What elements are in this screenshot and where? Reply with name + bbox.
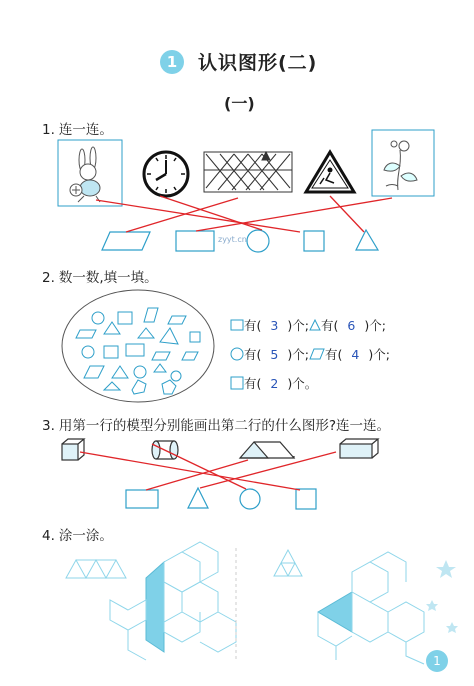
q3-square xyxy=(296,489,316,509)
cuboid-model xyxy=(340,439,378,458)
q1-triangle xyxy=(356,230,378,250)
clock-picture xyxy=(144,152,188,196)
tiling-right xyxy=(274,550,424,664)
question-4-number: 4. xyxy=(42,528,55,544)
q3-triangle xyxy=(188,488,208,508)
count-label: )个; xyxy=(287,318,309,333)
q1-square xyxy=(304,231,324,251)
question-3-prompt: 用第一行的模型分别能画出第二行的什么图形?连一连。 xyxy=(58,418,391,434)
rabbit-picture xyxy=(70,147,100,202)
tiling-left xyxy=(66,542,236,660)
q1-circle xyxy=(247,230,269,252)
count-label: 有( xyxy=(244,318,262,333)
question-2-number: 2. xyxy=(42,270,55,286)
question-4-prompt: 涂一涂。 xyxy=(58,528,113,544)
rectangle-icon xyxy=(230,376,244,390)
triangle-icon xyxy=(309,319,321,331)
count-answer: 5 xyxy=(270,346,279,362)
count-answers xyxy=(230,316,390,392)
warning-sign-picture xyxy=(306,152,354,192)
fence-picture xyxy=(204,152,292,192)
count-answer: 4 xyxy=(351,346,360,362)
count-label: 有( xyxy=(244,347,262,362)
q1-answer-lines xyxy=(96,196,392,232)
count-answer: 6 xyxy=(347,317,356,333)
q1-rectangle xyxy=(176,231,214,251)
question-1-prompt: 连一连。 xyxy=(58,122,113,138)
count-label: )个; xyxy=(368,347,390,362)
count-label: )个; xyxy=(287,347,309,362)
q3-answer-lines xyxy=(80,444,336,490)
decorative-stars xyxy=(426,560,458,633)
count-row-1 xyxy=(230,316,390,334)
page-number: 1 xyxy=(426,650,448,672)
question-2-prompt: 数一数,填一填。 xyxy=(58,270,158,286)
count-label: )个; xyxy=(364,318,386,333)
circle-icon xyxy=(230,347,244,361)
count-label: )个。 xyxy=(287,376,318,391)
question-3-number: 3. xyxy=(42,418,55,434)
prism-model xyxy=(240,442,294,458)
q3-circle xyxy=(240,489,260,509)
count-label: 有( xyxy=(320,318,339,333)
flower-picture xyxy=(384,141,417,190)
watermark: zyyt.cn xyxy=(218,235,247,244)
unit-title-text: 认识图形(二) xyxy=(198,52,318,74)
count-answer: 2 xyxy=(270,375,279,391)
count-row-2 xyxy=(230,345,390,363)
section-title: (一) xyxy=(224,94,255,113)
count-label: 有( xyxy=(324,347,343,362)
cube-model xyxy=(62,439,84,460)
count-label: 有( xyxy=(244,376,262,391)
square-icon xyxy=(230,319,244,331)
q1-parallelogram xyxy=(102,232,150,250)
q3-rectangle xyxy=(126,490,158,508)
count-row-3 xyxy=(230,374,390,392)
count-answer: 3 xyxy=(270,317,279,333)
parallelogram-icon xyxy=(309,348,325,360)
flower-picture-frame xyxy=(372,130,434,196)
question-1-number: 1. xyxy=(42,122,55,138)
unit-badge: 1 xyxy=(160,50,184,74)
shapes-oval xyxy=(62,290,214,402)
